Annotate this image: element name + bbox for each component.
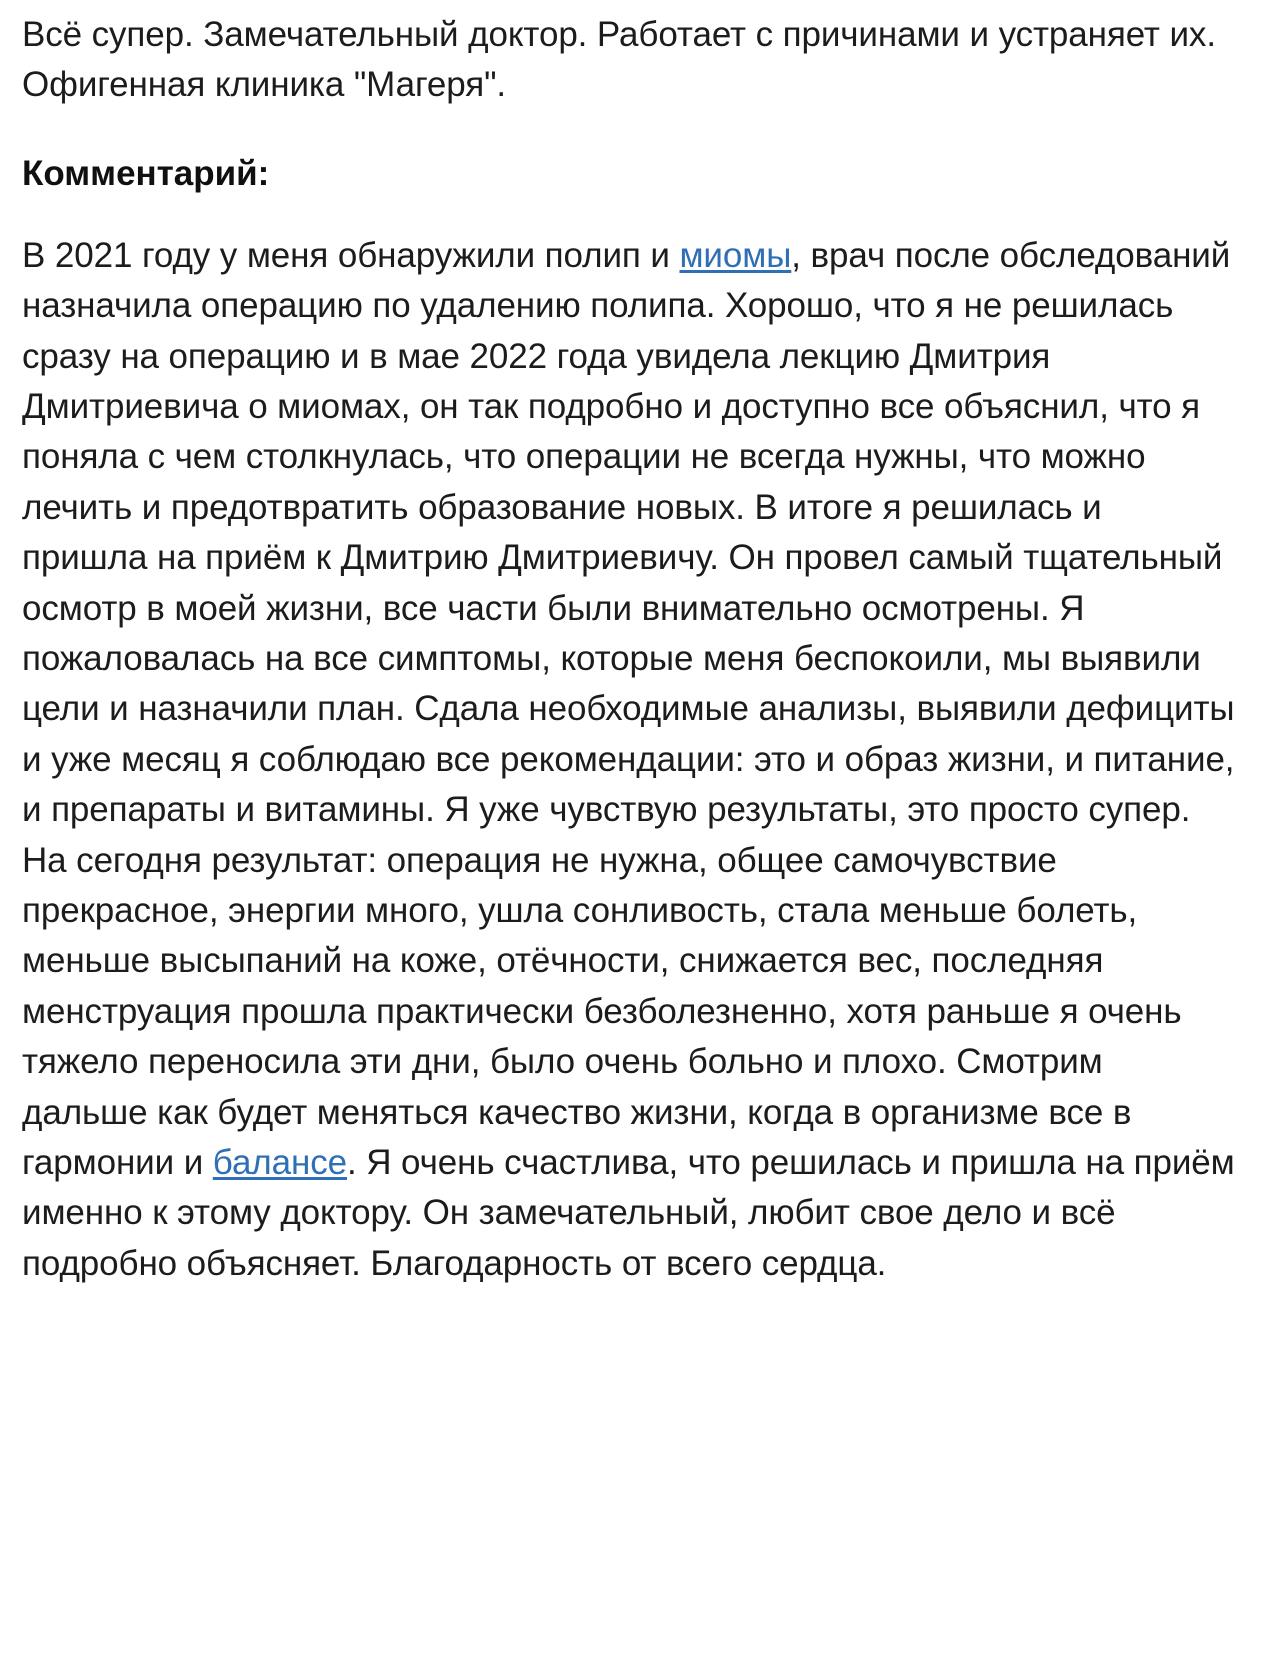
comment-text-part-2: , врач после обследований назначила операцию по удалению полипа. Хорошо, что я не решилась сразу на операцию и в мае 2022 года увидела лекцию Дмитрия Дмитриевича о миомах, он так подробно и доступно все объяснил, что я поняла с чем столкнулась, что операции не всегда нужны, что можно лечить и предотвратить образование новых. В итоге я решилась и пришла на приём к Дмитрию Дмитриевичу. Он провел самый тщательный осмотр в моей жизни, все части были внимательно осмотрены. Я пожаловалась на все симптомы, которые меня беспокоили, мы выявили цели и назначили план. Сдала необходимые анализы, выявили дефициты и уже месяц я соблюдаю все рекомендации: это и образ жизни, и питание, и препараты и витамины. Я уже чувствую результаты, это просто супер. На сегодня результат: операция не нужна, общее самочувствие прекрасное, энергии много, ушла сонливость, стала меньше болеть, меньше высыпаний на коже, отёчности, снижается вес, последняя менструация прошла практически безболезненно, хотя раньше я очень тяжело переносила эти дни, было очень больно и плохо. Смотрим дальше как будет меняться качество жизни, когда в организме все в гармонии и [22,235,1235,1182]
link-miomy[interactable]: миомы [679,235,792,275]
comment-text [22,231,1235,1289]
review-summary-text: Всё супер. Замечательный доктор. Работает с причинами и устраняет их. Офигенная клиника "Магеря". [22,15,1216,104]
link-balanse[interactable]: балансе [212,1142,347,1182]
comment-text-part-1: В 2021 году у меня обнаружили полип и [22,235,680,275]
comment-heading: Комментарий: [22,154,270,194]
comment-text-part-3: . Я очень счастлива, что решилась и пришла на приём именно к этому доктору. Он замечательный, любит свое дело и всё подробно объясняет. Благодарность от всего сердца. [22,1142,1235,1283]
